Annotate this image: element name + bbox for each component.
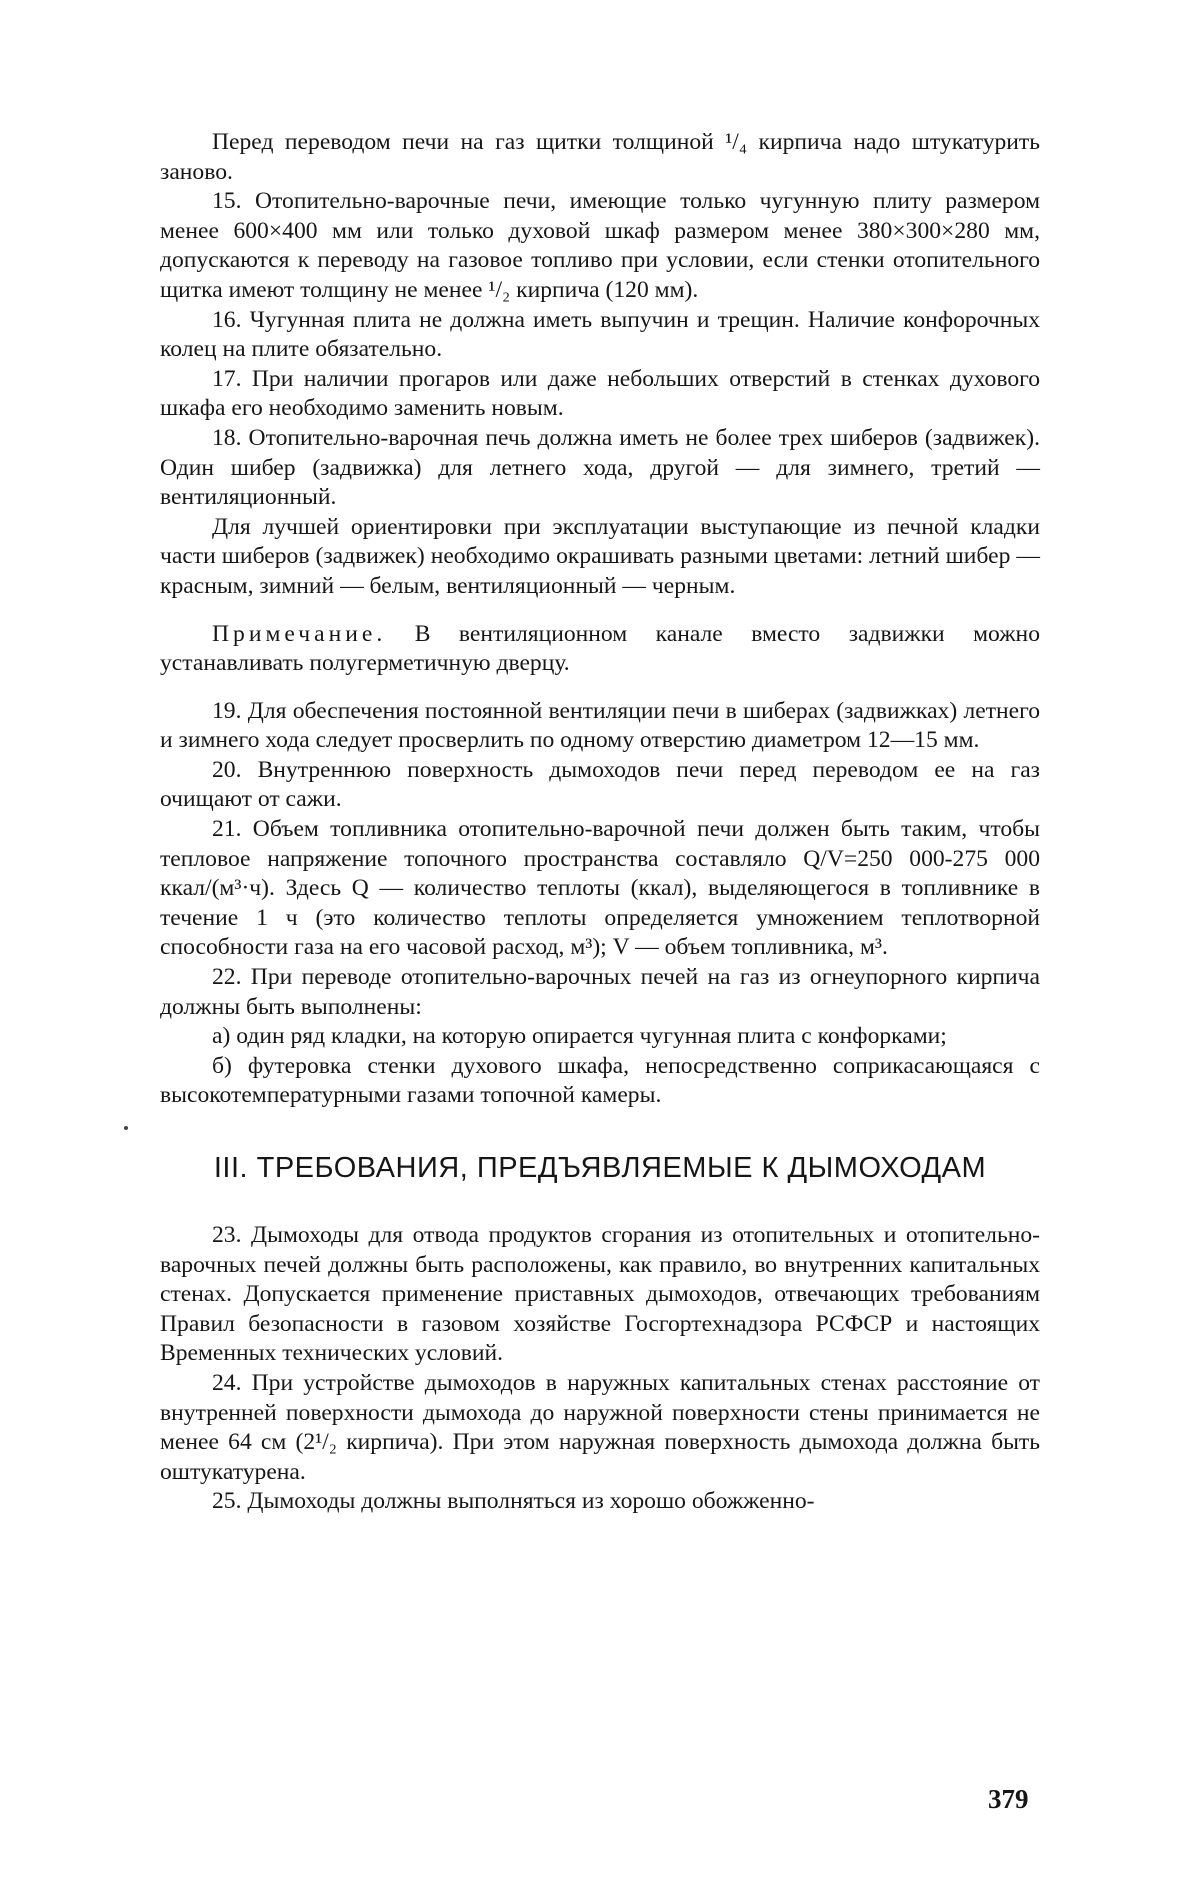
paragraph-damper-colors: Для лучшей ориентировки при эксплуатации выступающие из печной кладки части шиберов (задвижек) необходимо окрашивать разными цветами: летний шибер — красным, зимний — белым, вентиляционный — черным.	[160, 513, 1040, 599]
margin-dot	[124, 1126, 128, 1130]
page-number: 379	[988, 1784, 1029, 1814]
paragraph-23: 23. Дымоходы для отвода продуктов сгорания из отопительных и отопительно-варочных печей должны быть расположены, как правило, во внутренних капитальных стенах. Допускается применение приставных дымоходов, отвечающих требованиям Правил безопасности в газовом хозяйстве Госгортехнадзора РСФСР и настоящих Временных технических условий.	[160, 1222, 1040, 1367]
paragraph-17: 17. При наличии прогаров или даже небольших отверстий в стенках духового шкафа его необходимо заменить новым.	[160, 365, 1040, 422]
paragraph-plaster-shields: Перед переводом печи на газ щитки толщиной ¹/₄ кирпича надо штукатурить заново.	[160, 129, 1040, 185]
note-paragraph	[160, 620, 1040, 679]
paragraph-22: 22. При переводе отопительно-варочных печей на газ из огнеупорного кирпича должны быть выполнены:	[160, 964, 1040, 1020]
note-label: Примечание.	[212, 620, 387, 647]
paragraph-15: 15. Отопительно-варочные печи, имеющие только чугунную плиту размером менее 600×400 мм или только духовой шкаф размером менее 380×300×280 мм, допускаются к переводу на газовое топливо при условии, если стенки отопительного щитка имеют толщину не менее ¹/₂ кирпича (120 мм).	[160, 188, 1040, 303]
paragraph-24: 24. При устройстве дымоходов в наружных капитальных стенах расстояние от внутренней поверхности дымохода до наружной поверхности стены принимается не менее 64 см (2¹/₂ кирпича). При этом наружная поверхность дымохода должна быть оштукатурена.	[160, 1369, 1040, 1485]
paragraph-21: 21. Объем топливника отопительно-варочной печи должен быть таким, чтобы тепловое напряжение топочного пространства составляло Q/V=250 000-275 000 ккал/(м³·ч). Здесь Q — количество теплоты (ккал), выделяющегося в топливнике в течение 1 ч (это количество теплоты определяется умножением теплотворной способности газа на его часовой расход, м³); V — объем топливника, м³.	[160, 816, 1040, 961]
section-heading: III. ТРЕБОВАНИЯ, ПРЕДЪЯВЛЯЕМЫЕ К ДЫМОХОДАМ	[213, 1152, 987, 1184]
paragraph-22-a: а) один ряд кладки, на которую опирается чугунная плита с конфорками;	[212, 1023, 947, 1050]
paragraph-18: 18. Отопительно-варочная печь должна иметь не более трех шиберов (задвижек). Один шибер (задвижка) для летнего хода, другой — для зимнего, третий — вентиляционный.	[160, 424, 1040, 511]
body-text	[160, 128, 1040, 1517]
note-text: В вентиляционном канале вместо задвижки можно устанавливать полугерметичную дверцу.	[160, 620, 1040, 677]
paragraph-16: 16. Чугунная плита не должна иметь выпучин и трещин. Наличие конфорочных колец на плите обязательно.	[160, 306, 1040, 363]
paragraph-25: 25. Дымоходы должны выполняться из хорошо обожженно-	[212, 1488, 815, 1515]
paragraph-22-b: б) футеровка стенки духового шкафа, непосредственно соприкасающаяся с высокотемпературными газами топочной камеры.	[160, 1052, 1040, 1109]
paragraph-19: 19. Для обеспечения постоянной вентиляции печи в шиберах (задвижках) летнего и зимнего хода следует просверлить по одному отверстию диаметром 12—15 мм.	[160, 697, 1040, 754]
paragraph-20: 20. Внутреннюю поверхность дымоходов печи перед переводом ее на газ очищают от сажи.	[160, 756, 1040, 813]
